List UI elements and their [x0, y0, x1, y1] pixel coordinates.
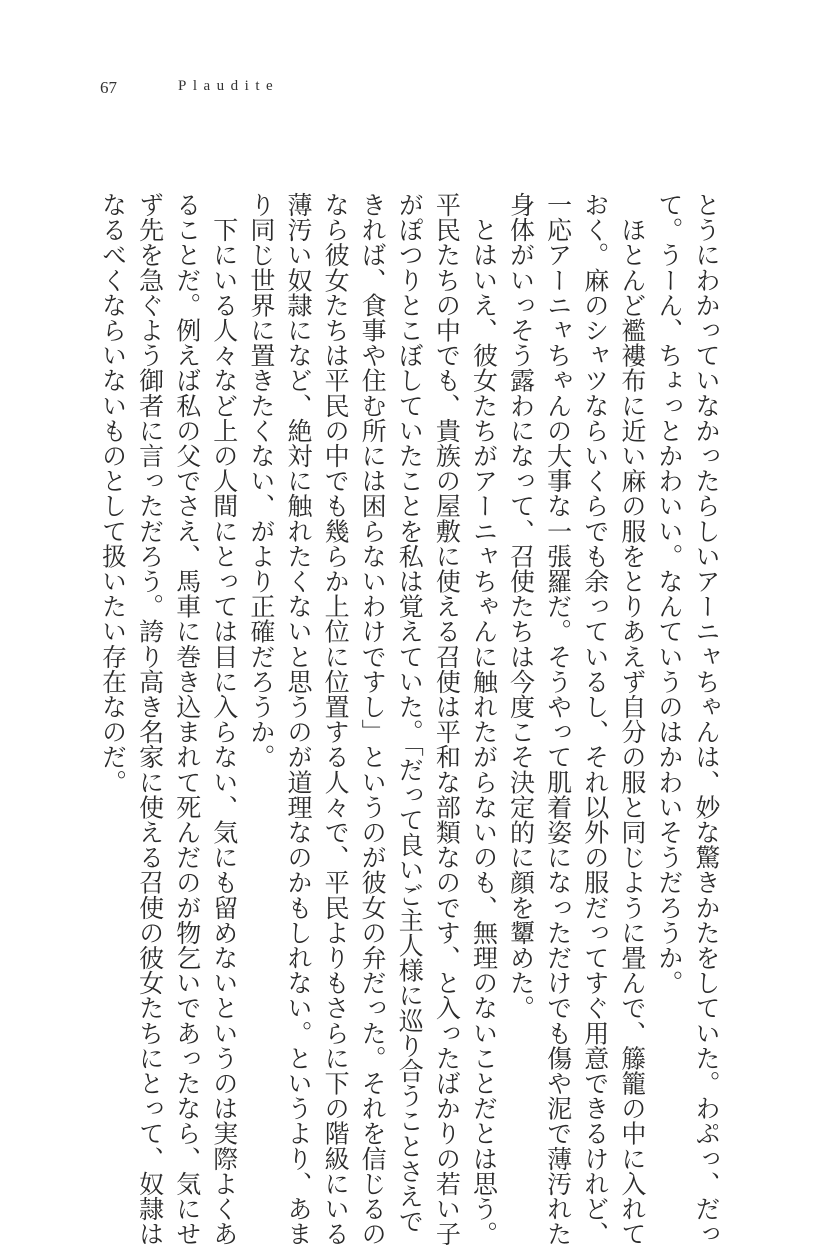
- text-line: 薄汚い奴隷になど、絶対に触れたくないと思うのが道理なのかもしれない。というより、あま: [283, 192, 313, 1246]
- text-line: とはいえ、彼女たちがアーニャちゃんに触れたがらないのも、無理のないことだとは思う。: [469, 192, 499, 1246]
- text-line: て。うーん、ちょっとかわいい。なんていうのはかわいそうだろうか。: [654, 192, 684, 996]
- text-line: ることだ。例えば私の父でさえ、馬車に巻き込まれて死んだのが物乞いであったなら、気にせ: [172, 192, 202, 1246]
- text-line: なら彼女たちは平民の中でも幾らか上位に位置する人々で、平民よりもさらに下の階級にいる: [321, 192, 351, 1246]
- text-line: 下にいる人々など上の人間にとっては目に入らない、気にも留めないというのは実際よくあ: [209, 192, 239, 1246]
- text-line: がぽつりとこぼしていたことを私は覚えていた。「だって良いご主人様に巡り合うことさえで: [395, 192, 425, 1234]
- page-number: 67: [100, 78, 117, 97]
- text-line: 身体がいっそう露わになって、召使たちは今度こそ決定的に顔を顰めた。: [506, 192, 536, 1021]
- text-line: り同じ世界に置きたくない、がより正確だろうか。: [246, 192, 276, 770]
- text-line: とうにわかっていなかったらしいアーニャちゃんは、妙な驚きかたをしていた。わぷっ、だっ: [692, 192, 721, 1246]
- body-text: [85, 192, 725, 1246]
- text-line: 一応アーニャちゃんの大事な一張羅だ。そうやって肌着姿になっただけでも傷や泥で薄汚れた: [543, 192, 573, 1246]
- text-line: きれば、食事や住む所には困らないわけですし」というのが彼女の弁だった。それを信じるの: [358, 192, 388, 1246]
- text-line: おく。麻のシャツならいくらでも余っているし、それ以外の服だってすぐ用意できるけれど、: [580, 192, 610, 1246]
- running-title: Plaudite: [178, 78, 280, 94]
- text-line: 平民たちの中でも、貴族の屋敷に使える召使は平和な部類なのです、と入ったばかりの若い子: [432, 192, 462, 1246]
- text-line: なるべくならいないものとして扱いたい存在なのだ。: [98, 192, 128, 795]
- text-line: ず先を急ぐよう御者に言っただろう。誇り高き名家に使える召使の彼女たちにとって、奴隷は: [135, 192, 165, 1246]
- text-line: ほとんど襤褸布に近い麻の服をとりあえず自分の服と同じように畳んで、籐籠の中に入れて: [617, 192, 647, 1246]
